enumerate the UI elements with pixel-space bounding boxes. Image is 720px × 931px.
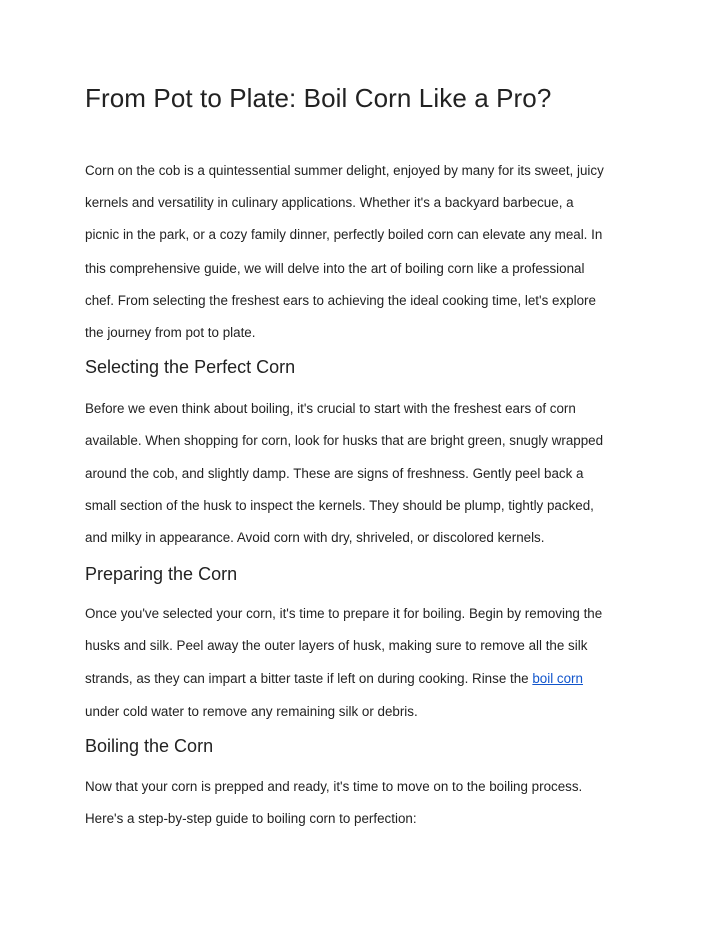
- intro-line: Corn on the cob is a quintessential summer delight, enjoyed by many for its sweet, juicy: [85, 163, 604, 178]
- preparing-line: husks and silk. Peel away the outer layers of husk, making sure to remove all the silk: [85, 638, 588, 653]
- section-heading-selecting: Selecting the Perfect Corn: [85, 357, 296, 377]
- section-heading-boiling: Boiling the Corn: [85, 736, 214, 756]
- boil-corn-link[interactable]: boil corn: [532, 671, 583, 686]
- preparing-line: under cold water to remove any remaining silk or debris.: [85, 704, 418, 719]
- intro-line: the journey from pot to plate.: [85, 325, 256, 340]
- intro-line: picnic in the park, or a cozy family dinner, perfectly boiled corn can elevate any meal. In: [85, 227, 603, 242]
- preparing-line: [85, 671, 583, 686]
- page-title: From Pot to Plate: Boil Corn Like a Pro?: [85, 83, 552, 113]
- section-heading-preparing: Preparing the Corn: [85, 564, 238, 584]
- preparing-line-text: strands, as they can impart a bitter taste if left on during cooking. Rinse the: [85, 671, 533, 686]
- intro-line: this comprehensive guide, we will delve into the art of boiling corn like a professional: [85, 261, 585, 276]
- intro-line: kernels and versatility in culinary applications. Whether it's a backyard barbecue, a: [85, 195, 574, 210]
- selecting-line: Before we even think about boiling, it's crucial to start with the freshest ears of corn: [85, 401, 576, 416]
- selecting-line: around the cob, and slightly damp. These are signs of freshness. Gently peel back a: [85, 466, 584, 481]
- preparing-line: Once you've selected your corn, it's time to prepare it for boiling. Begin by removing the: [85, 606, 603, 621]
- intro-line: chef. From selecting the freshest ears to achieving the ideal cooking time, let's explore: [85, 293, 596, 308]
- boiling-line: Here's a step-by-step guide to boiling corn to perfection:: [85, 811, 417, 826]
- boiling-line: Now that your corn is prepped and ready, it's time to move on to the boiling process.: [85, 779, 583, 794]
- selecting-line: and milky in appearance. Avoid corn with dry, shriveled, or discolored kernels.: [85, 530, 545, 545]
- selecting-line: small section of the husk to inspect the kernels. They should be plump, tightly packed,: [85, 498, 594, 513]
- selecting-line: available. When shopping for corn, look for husks that are bright green, snugly wrapped: [85, 433, 604, 448]
